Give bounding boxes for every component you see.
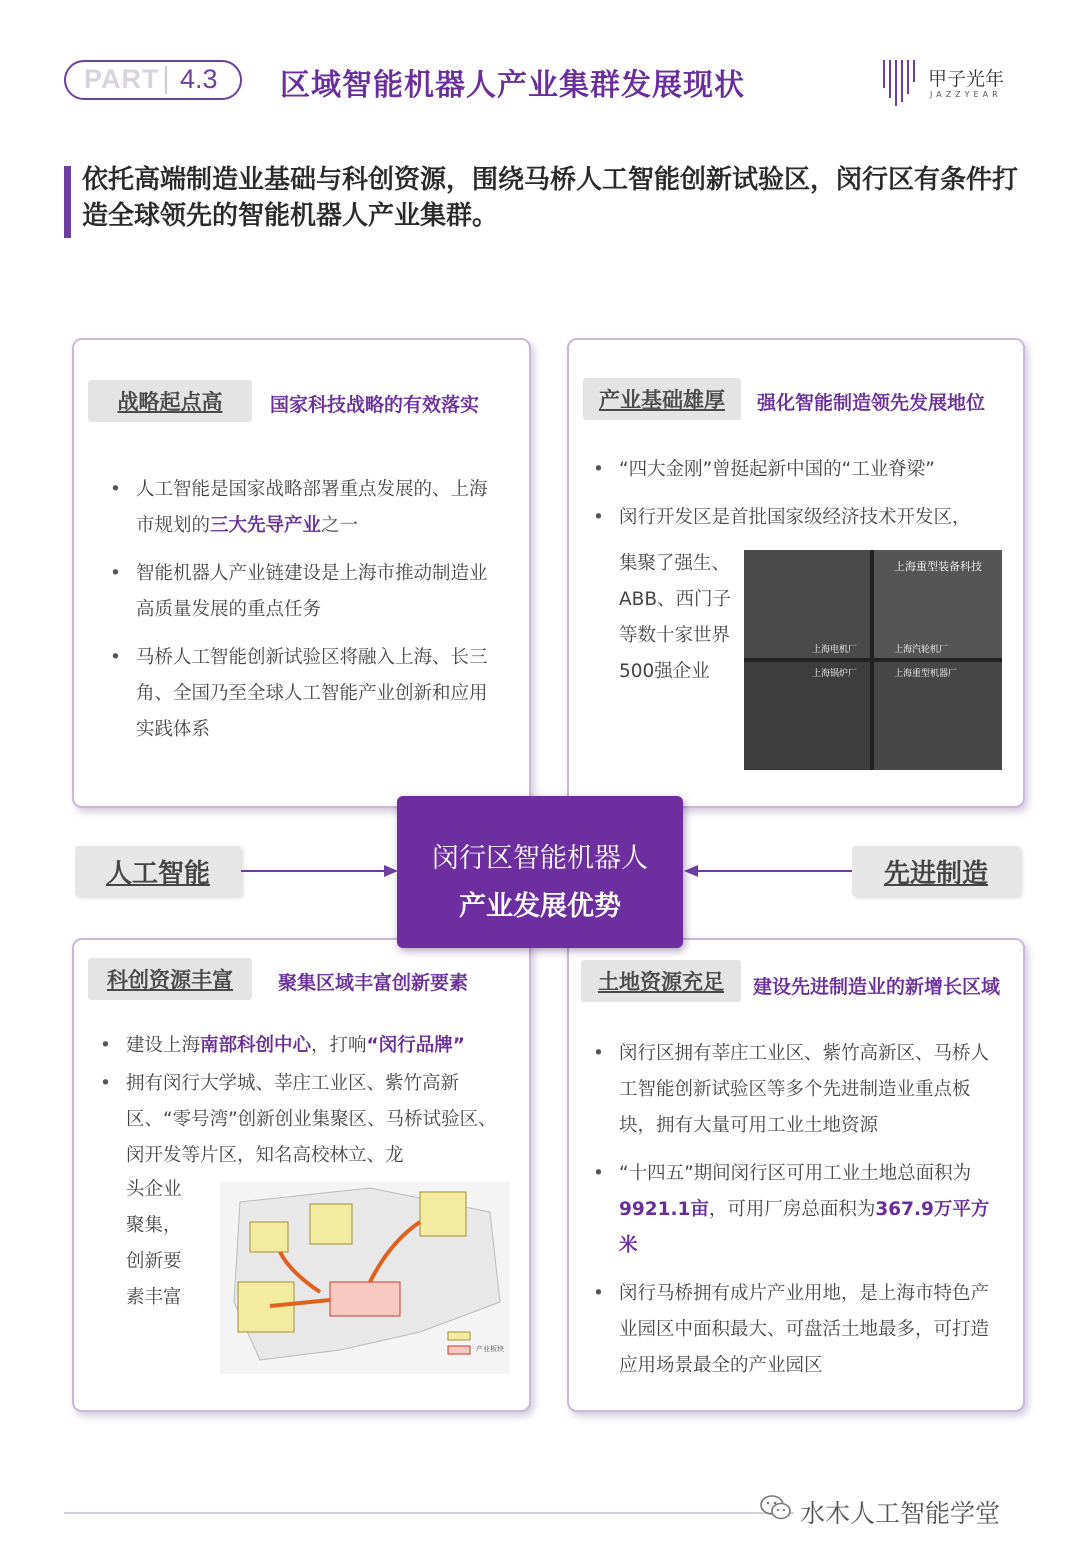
arrow-left-icon xyxy=(684,864,698,878)
card-innovation-wrap-text: 头企业聚集，创新要素丰富 xyxy=(126,1179,182,1308)
card-strategy-list xyxy=(136,472,496,760)
part-label: PART xyxy=(84,64,160,94)
page-title: 区域智能机器人产业集群发展现状 xyxy=(280,68,745,103)
card-strategy xyxy=(72,338,531,808)
photo-caption: 上海重型机器厂 xyxy=(894,669,958,679)
logo-english: JAZZYEAR xyxy=(930,90,1002,99)
part-number: 4.3 xyxy=(180,64,218,94)
photo-caption: 上海电机厂 xyxy=(812,645,858,655)
logo-mark-icon xyxy=(880,58,920,108)
photo-caption: 上海锅炉厂 xyxy=(812,669,858,679)
list-item: • 建设上海南部科创中心，打响“闵行品牌” xyxy=(126,1028,506,1064)
logo-name: 甲子光年 xyxy=(928,68,1005,90)
minhang-district-map xyxy=(220,1182,510,1374)
card-innovation-list xyxy=(126,1028,506,1186)
card-industry-subhead: 强化智能制造领先发展地位 xyxy=(757,392,986,414)
side-tag-ai: 人工智能 xyxy=(75,846,241,896)
card-innovation-subhead: 聚集区域丰富创新要素 xyxy=(278,972,469,994)
part-separator xyxy=(165,66,167,94)
list-item: • 闵行马桥拥有成片产业用地，是上海市特色产业园区中面积最大、可盘活土地最多，可打造应用场景最全的产业园区 xyxy=(619,1276,1005,1384)
card-industry-tag: 产业基础雄厚 xyxy=(583,378,741,420)
wechat-icon xyxy=(760,1494,792,1522)
side-tag-manufacturing: 先进制造 xyxy=(852,846,1020,896)
center-advantage-box xyxy=(397,796,683,948)
card-strategy-subhead: 国家科技战略的有效落实 xyxy=(270,394,480,416)
list-item: • 智能机器人产业链建设是上海市推动制造业高质量发展的重点任务 xyxy=(136,556,496,628)
center-title-line1: 闵行区智能机器人 xyxy=(432,843,648,874)
card-industry-wrap-text: 集聚了强生、ABB、西门子等数十家世界500强企业 xyxy=(619,553,732,682)
card-industry-list xyxy=(619,452,1009,548)
arrow-right-line xyxy=(696,870,852,872)
factory-photo-grid xyxy=(744,550,1002,770)
list-item: • 闵行开发区是首批国家级经济技术开发区， xyxy=(619,500,1009,536)
footer-source: 水木人工智能学堂 xyxy=(800,1499,1001,1528)
card-innovation-tag: 科创资源丰富 xyxy=(88,958,252,1000)
list-item: • 人工智能是国家战略部署重点发展的、上海市规划的三大先导产业之一 xyxy=(136,472,496,544)
map-legend-label: 产业板块 xyxy=(476,1345,504,1353)
card-strategy-tag: 战略起点高 xyxy=(88,380,252,422)
photo-banner: 上海重型装备科技 xyxy=(894,560,982,573)
list-item: • 马桥人工智能创新试验区将融入上海、长三角、全国乃至全球人工智能产业创新和应用实践体系 xyxy=(136,640,496,748)
card-land-subhead: 建设先进制造业的新增长区域 xyxy=(753,976,1001,998)
center-title-line2: 产业发展优势 xyxy=(459,891,621,922)
photo-caption: 上海汽轮机厂 xyxy=(894,645,949,655)
card-industry xyxy=(567,338,1025,808)
list-item: • 闵行区拥有莘庄工业区、紫竹高新区、马桥人工智能创新试验区等多个先进制造业重点板块，拥有大量可用工业土地资源 xyxy=(619,1036,1005,1144)
card-land-list xyxy=(619,1036,1005,1396)
list-item: • 拥有闵行大学城、莘庄工业区、紫竹高新区、“零号湾”创新创业集聚区、马桥试验区、闵开发等片区，知名高校林立、龙 xyxy=(126,1066,506,1174)
footer-divider xyxy=(64,1512,794,1514)
card-innovation xyxy=(72,938,531,1412)
card-land-tag: 土地资源充足 xyxy=(581,960,741,1002)
list-item: • “十四五”期间闵行区可用工业土地总面积为9921.1亩，可用厂房总面积为367.9万平方米 xyxy=(619,1156,1005,1264)
arrow-right-icon xyxy=(384,864,398,878)
lead-statement: 依托高端制造业基础与科创资源，围绕马桥人工智能创新试验区，闵行区有条件打造全球领先的智能机器人产业集群。 xyxy=(82,165,1019,231)
lead-accent-bar xyxy=(64,166,71,238)
arrow-left-line xyxy=(241,870,389,872)
card-land xyxy=(567,938,1025,1412)
list-item: • “四大金刚”曾挺起新中国的“工业脊梁” xyxy=(619,452,1009,488)
